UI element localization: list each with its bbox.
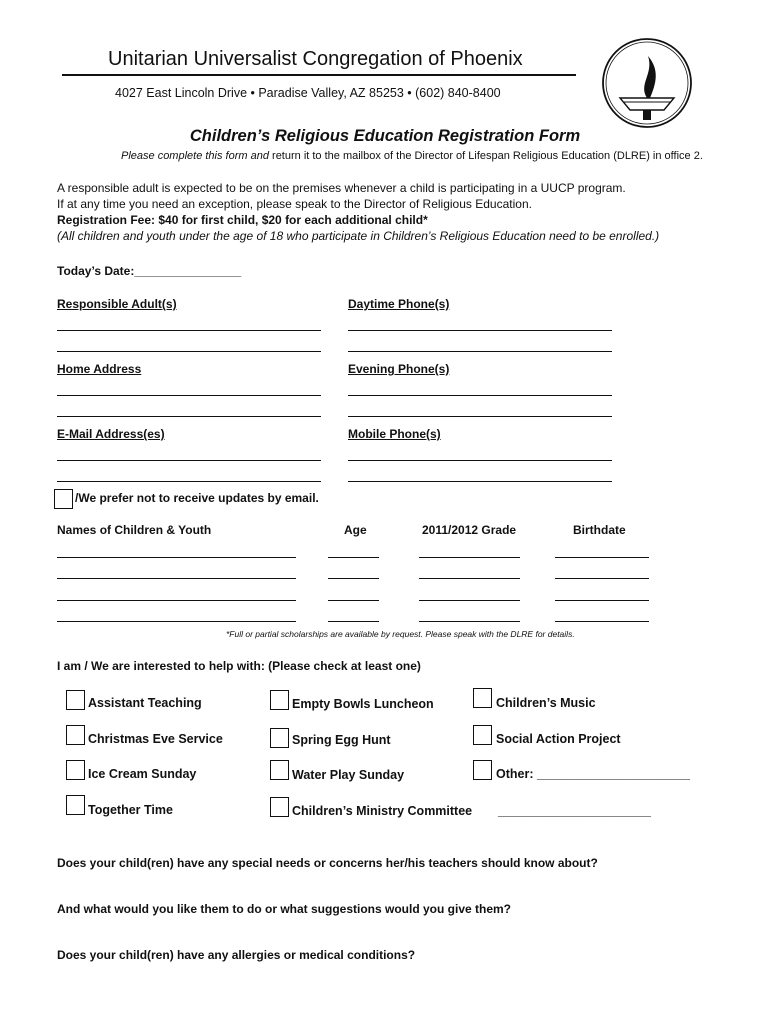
other-second-line[interactable]: ______________________	[498, 804, 651, 818]
assistant-teaching-label: Assistant Teaching	[88, 696, 202, 710]
child-age-line-2[interactable]	[328, 578, 379, 579]
home-address-line-1[interactable]	[57, 395, 321, 396]
other-checkbox[interactable]	[473, 760, 492, 780]
spring-egg-hunt-label: Spring Egg Hunt	[292, 733, 391, 747]
spring-egg-hunt-checkbox[interactable]	[270, 728, 289, 748]
child-birthdate-line-3[interactable]	[555, 600, 649, 601]
birthdate-header: Birthdate	[573, 523, 626, 537]
child-birthdate-line-2[interactable]	[555, 578, 649, 579]
mobile-phone-line-2[interactable]	[348, 481, 612, 482]
instructions-rest: return it to the mailbox of the Director of Lifespan Religious Education (DLRE) in office 2.	[268, 150, 703, 162]
form-instructions	[121, 150, 703, 162]
social-action-checkbox[interactable]	[473, 725, 492, 745]
header-rule	[62, 74, 576, 76]
together-time-label: Together Time	[88, 803, 173, 817]
org-name: Unitarian Universalist Congregation of Phoenix	[108, 48, 523, 70]
child-age-line-1[interactable]	[328, 557, 379, 558]
child-grade-line-4[interactable]	[419, 621, 520, 622]
child-name-line-2[interactable]	[57, 578, 296, 579]
evening-phones-label: Evening Phone(s)	[348, 362, 450, 376]
water-play-checkbox[interactable]	[270, 760, 289, 780]
evening-phone-line-2[interactable]	[348, 416, 612, 417]
childrens-music-label: Children’s Music	[496, 696, 596, 710]
child-grade-line-2[interactable]	[419, 578, 520, 579]
christmas-eve-checkbox[interactable]	[66, 725, 85, 745]
email-optout-checkbox[interactable]	[54, 489, 73, 509]
email-optout-label: /We prefer not to receive updates by email.	[75, 491, 319, 505]
ice-cream-sunday-checkbox[interactable]	[66, 760, 85, 780]
children-names-header: Names of Children & Youth	[57, 523, 212, 537]
help-heading: I am / We are interested to help with: (Please check at least one)	[57, 659, 421, 673]
responsible-adults-label: Responsible Adult(s)	[57, 297, 177, 311]
daytime-phones-label: Daytime Phone(s)	[348, 297, 450, 311]
email-line-2[interactable]	[57, 481, 321, 482]
ministry-committee-checkbox[interactable]	[270, 797, 289, 817]
age-header: Age	[344, 523, 367, 537]
scholarship-note: *Full or partial scholarships are available by request. Please speak with the DLRE for details.	[226, 629, 575, 639]
todays-date-label[interactable]: Today’s Date:________________	[57, 264, 242, 278]
grade-header: 2011/2012 Grade	[422, 523, 517, 537]
ministry-committee-label: Children’s Ministry Committee	[292, 804, 473, 818]
child-birthdate-line-4[interactable]	[555, 621, 649, 622]
child-grade-line-1[interactable]	[419, 557, 520, 558]
child-age-line-4[interactable]	[328, 621, 379, 622]
child-age-line-3[interactable]	[328, 600, 379, 601]
mobile-phones-label: Mobile Phone(s)	[348, 427, 441, 441]
together-time-checkbox[interactable]	[66, 795, 85, 815]
mobile-phone-line-1[interactable]	[348, 460, 612, 461]
special-needs-question: Does your child(ren) have any special needs or concerns her/his teachers should know about?	[57, 856, 598, 870]
org-address: 4027 East Lincoln Drive • Paradise Valley, AZ 85253 • (602) 840-8400	[115, 86, 501, 100]
christmas-eve-label: Christmas Eve Service	[88, 732, 223, 746]
enrollment-note: (All children and youth under the age of 18 who participate in Children’s Religious Education need to be enrolled.)	[57, 229, 660, 243]
assistant-teaching-checkbox[interactable]	[66, 690, 85, 710]
responsible-adult-line-2[interactable]	[57, 351, 321, 352]
registration-fee: Registration Fee: $40 for first child, $20 for each additional child*	[57, 213, 428, 227]
social-action-label: Social Action Project	[496, 732, 621, 746]
child-name-line-1[interactable]	[57, 557, 296, 558]
instructions-italic: Please complete this form and	[121, 150, 269, 162]
ice-cream-sunday-label: Ice Cream Sunday	[88, 767, 197, 781]
suggestions-question: And what would you like them to do or what suggestions would you give them?	[57, 902, 512, 916]
responsible-adult-line-1[interactable]	[57, 330, 321, 331]
chalice-logo-icon	[598, 32, 696, 134]
evening-phone-line-1[interactable]	[348, 395, 612, 396]
email-line-1[interactable]	[57, 460, 321, 461]
water-play-label: Water Play Sunday	[292, 768, 405, 782]
other-label[interactable]: Other: ______________________	[496, 767, 690, 781]
daytime-phone-line-2[interactable]	[348, 351, 612, 352]
form-title: Children’s Religious Education Registration Form	[189, 127, 581, 145]
empty-bowls-checkbox[interactable]	[270, 690, 289, 710]
child-grade-line-3[interactable]	[419, 600, 520, 601]
child-name-line-4[interactable]	[57, 621, 296, 622]
intro-line-1: A responsible adult is expected to be on the premises whenever a child is participating in a UUCP program.	[57, 181, 626, 195]
childrens-music-checkbox[interactable]	[473, 688, 492, 708]
empty-bowls-label: Empty Bowls Luncheon	[292, 697, 434, 711]
home-address-line-2[interactable]	[57, 416, 321, 417]
home-address-label: Home Address	[57, 362, 142, 376]
email-addresses-label: E-Mail Address(es)	[57, 427, 165, 441]
allergies-question: Does your child(ren) have any allergies or medical conditions?	[57, 948, 416, 962]
intro-line-2: If at any time you need an exception, please speak to the Director of Religious Education.	[57, 197, 532, 211]
daytime-phone-line-1[interactable]	[348, 330, 612, 331]
child-name-line-3[interactable]	[57, 600, 296, 601]
child-birthdate-line-1[interactable]	[555, 557, 649, 558]
